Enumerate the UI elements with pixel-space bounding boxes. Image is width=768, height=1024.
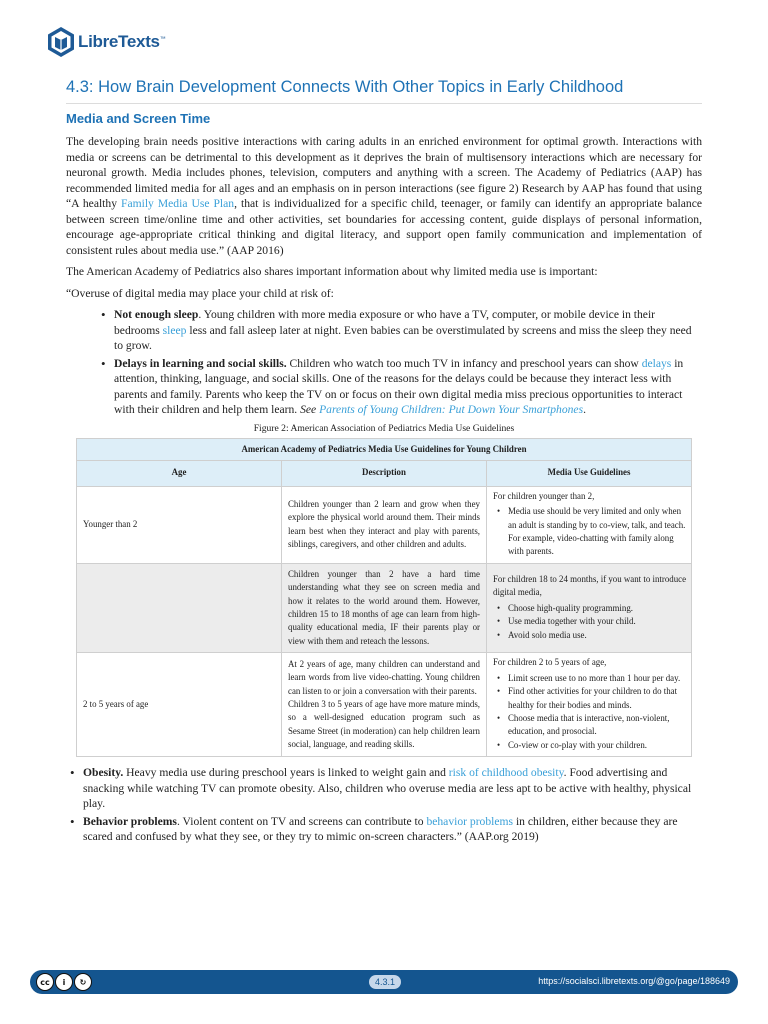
brand-name: LibreTexts™ <box>78 32 166 51</box>
list-item: • Behavior problems. Violent content on TV and screens can contribute to behavior problems in children, either because they are scared and confused by what they see, or they try to mimic on-screen characters.” (AAP.org 2019) <box>83 814 702 845</box>
guidelines-cell: For children younger than 2, • Media use should be very limited and only when an adult is standing by to co-view, talk, and teach. For example, video-chatting with family along with parents. <box>487 486 692 563</box>
column-header-age: Age <box>77 461 282 486</box>
list-item: • Obesity. Heavy media use during preschool years is linked to weight gain and risk of childhood obesity. Food advertising and snacking while watching TV can promote obesity. Also, children who overuse media are less apt to be active with healthy, physical play. <box>83 765 702 812</box>
table-title: American Academy of Pediatrics Media Use Guidelines for Young Children <box>77 439 692 461</box>
cc-icon: cc <box>36 973 54 991</box>
column-header-description: Description <box>282 461 487 486</box>
media-guidelines-table <box>76 438 692 757</box>
page-title: 4.3: How Brain Development Connects With Other Topics in Early Childhood <box>66 78 702 104</box>
list-item: • Not enough sleep. Young children with more media exposure or who have a TV, computer, or mobile device in their bedrooms sleep less and fall asleep later at night. Even babies can be overstimulated by screens and miss the sleep they need to grow. <box>114 307 702 354</box>
libretexts-logo[interactable] <box>46 26 165 58</box>
description-cell: Children younger than 2 have a hard time understanding what they see on screen media and how it relates to the world around them. However, children 15 to 18 months of age can learn from high-quality educational media, IF their parents play or view with them and reteach the lessons. <box>282 563 487 652</box>
aap-info-paragraph: The American Academy of Pediatrics also shares important information about why limited media use is important: <box>66 265 598 278</box>
description-cell: At 2 years of age, many children can understand and learn words from live video-chatting. Young children can listen to or join a conversation with their parents. Children 3 to 5 years of age have more mature minds, so a well-designed education program such as Sesame Street (in moderation) can help children learn social, language, and reading skills. <box>282 653 487 757</box>
guidelines-cell: For children 2 to 5 years of age, • Limit screen use to no more than 1 hour per day. • Find other activities for your children to do that healthy for their bodies and minds. • Choose media that is interactive, non-violent, education, and prosocial. • Co-view or co-play with your children. <box>487 653 692 757</box>
sleep-link[interactable]: sleep <box>162 323 187 337</box>
section-title: Media and Screen Time <box>66 111 211 126</box>
childhood-obesity-link[interactable]: risk of childhood obesity <box>448 766 564 780</box>
guideline-item: • Use media together with your child. <box>508 615 686 628</box>
parents-smartphones-link[interactable]: Parents of Young Children: Put Down Your Smartphones <box>319 403 584 416</box>
figure-caption: Figure 2: American Association of Pediatrics Media Use Guidelines <box>253 422 515 434</box>
guideline-item: • Limit screen use to no more than 1 hour per day. <box>508 672 686 685</box>
guideline-item: • Choose media that is interactive, non-violent, education, and prosocial. <box>508 712 686 739</box>
intro-paragraph: The developing brain needs positive interactions with caring adults in an enriched environment for optimal growth. Interactions with media or screens can be detrimental to this development as it deprives the brain of multisensory interactions which are necessary for neuronal growth. Media includes phones, television, computers and anything with a screen. The Academy of Pediatrics (AAP) has recommended limited media for all ages and an emphasis on in person interactions (see figure 2) Research by AAP has found that using “A healthy Family Media Use Plan, that is individualized for a specific child, teenager, or family can identify an appropriate balance between screen time/online time and other activities, set boundaries for accessing content, guide displays of personal information, encourage age-appropriate critical thinking and digital literacy, and support open family communication and implementation of consistent rules about media use.” (AAP 2016) <box>66 135 702 257</box>
risk-list-bottom <box>66 765 702 845</box>
page-number: 4.3.1 <box>369 975 401 989</box>
age-cell: 2 to 5 years of age <box>77 653 282 757</box>
table-row <box>77 486 692 563</box>
list-item: • Delays in learning and social skills. Children who watch too much TV in infancy and preschool years can show delays in attention, thinking, language, and social skills. One of the reasons for the delays could be because they interact less with parents and family. Parents who keep the TV on or focus on their own digital media miss precious opportunities to interact with their children and help them learn. See Parents of Young Children: Put Down Your Smartphones. <box>114 356 702 418</box>
cc-license-badge[interactable] <box>36 973 93 991</box>
page-footer <box>30 970 738 994</box>
article-body <box>66 134 702 847</box>
guideline-item: • Co-view or co-play with your children. <box>508 739 686 752</box>
guidelines-cell: For children 18 to 24 months, if you want to introduce digital media, • Choose high-quality programming. • Use media together with your child. • Avoid solo media use. <box>487 563 692 652</box>
guideline-item: • Choose high-quality programming. <box>508 602 686 615</box>
description-cell: Children younger than 2 learn and grow when they explore the physical world around them. Their minds learn best when they interact and play with parents, siblings, caregivers, and other children and adults. <box>282 486 487 563</box>
page-url[interactable]: https://socialsci.libretexts.org/@go/page/188649 <box>538 976 730 986</box>
age-cell: Younger than 2 <box>77 486 282 563</box>
attribution-icon: i <box>55 973 73 991</box>
libretexts-logo-icon <box>46 26 76 58</box>
age-cell <box>77 563 282 652</box>
risk-list-top <box>66 307 702 418</box>
delays-link[interactable]: delays <box>641 356 672 370</box>
guideline-item: • Media use should be very limited and only when an adult is standing by to co-view, talk, and teach. For example, video-chatting with family along with parents. <box>508 505 686 559</box>
overuse-risk-paragraph: “Overuse of digital media may place your child at risk of: <box>66 286 334 300</box>
guideline-item: • Find other activities for your children to do that healthy for their bodies and minds. <box>508 685 686 712</box>
behavior-problems-link[interactable]: behavior problems <box>426 814 514 828</box>
guideline-item: • Avoid solo media use. <box>508 629 686 642</box>
column-header-guidelines: Media Use Guidelines <box>487 461 692 486</box>
table-row <box>77 653 692 757</box>
family-media-use-plan-link[interactable]: Family Media Use Plan <box>121 197 235 210</box>
table-row <box>77 563 692 652</box>
share-alike-icon: ↻ <box>74 973 92 991</box>
